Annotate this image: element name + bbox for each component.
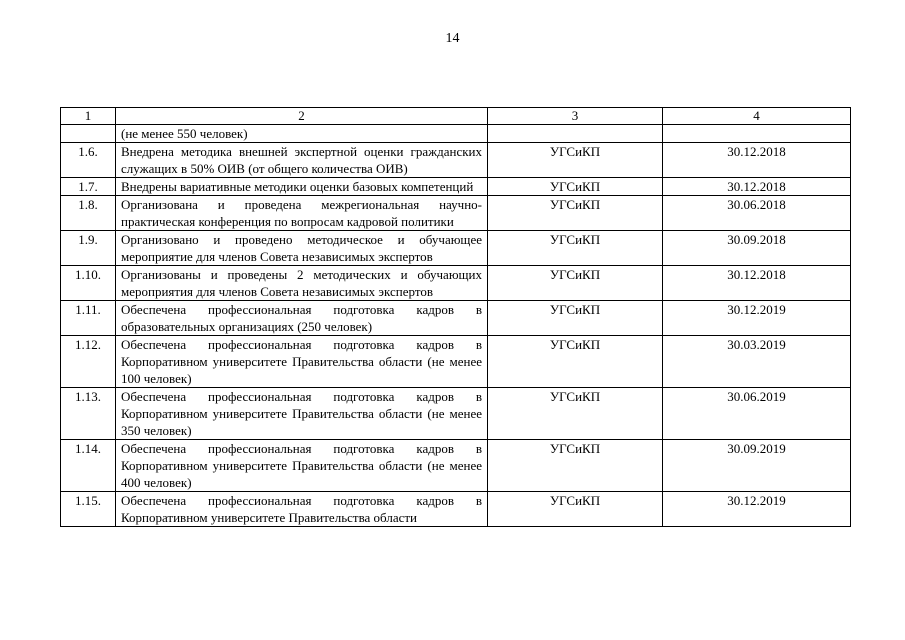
executor-cell: УГСиКП bbox=[488, 301, 663, 336]
executor-cell: УГСиКП bbox=[488, 492, 663, 527]
row-number-cell: 1.7. bbox=[61, 178, 116, 196]
column-header: 2 bbox=[116, 108, 488, 125]
page-number: 14 bbox=[445, 31, 460, 46]
column-header: 3 bbox=[488, 108, 663, 125]
table-row bbox=[61, 388, 851, 440]
measure-name-cell: Обеспечена профессиональная подготовка кадров в Корпоративном университете Правительства области bbox=[116, 492, 488, 527]
measure-name-cell: Организованы и проведены 2 методических и обучающих мероприятия для членов Совета независимых экспертов bbox=[116, 266, 488, 301]
deadline-cell bbox=[663, 125, 851, 143]
table-header-row bbox=[61, 108, 851, 125]
measure-name-cell: Обеспечена профессиональная подготовка кадров в Корпоративном университете Правительства области (не менее 350 человек) bbox=[116, 388, 488, 440]
row-number-cell: 1.12. bbox=[61, 336, 116, 388]
table-row bbox=[61, 266, 851, 301]
measure-name-cell: Организована и проведена межрегиональная научно-практическая конференция по вопросам кадровой политики bbox=[116, 196, 488, 231]
measure-name-cell: Организовано и проведено методическое и обучающее мероприятие для членов Совета независимых экспертов bbox=[116, 231, 488, 266]
table-row bbox=[61, 143, 851, 178]
table-row bbox=[61, 301, 851, 336]
deadline-cell: 30.09.2019 bbox=[663, 440, 851, 492]
row-number-cell: 1.11. bbox=[61, 301, 116, 336]
table-row bbox=[61, 178, 851, 196]
executor-cell: УГСиКП bbox=[488, 440, 663, 492]
measure-name-cell: (не менее 550 человек) bbox=[116, 125, 488, 143]
row-number-cell: 1.10. bbox=[61, 266, 116, 301]
deadline-cell: 30.12.2018 bbox=[663, 143, 851, 178]
table-row bbox=[61, 231, 851, 266]
executor-cell: УГСиКП bbox=[488, 178, 663, 196]
deadline-cell: 30.12.2018 bbox=[663, 178, 851, 196]
executor-cell: УГСиКП bbox=[488, 196, 663, 231]
row-number-cell: 1.6. bbox=[61, 143, 116, 178]
executor-cell: УГСиКП bbox=[488, 388, 663, 440]
deadline-cell: 30.03.2019 bbox=[663, 336, 851, 388]
measure-name-cell: Внедрены вариативные методики оценки базовых компетенций bbox=[116, 178, 488, 196]
executor-cell: УГСиКП bbox=[488, 336, 663, 388]
executor-cell: УГСиКП bbox=[488, 143, 663, 178]
row-number-cell: 1.9. bbox=[61, 231, 116, 266]
deadline-cell: 30.06.2019 bbox=[663, 388, 851, 440]
executor-cell bbox=[488, 125, 663, 143]
measure-name-cell: Внедрена методика внешней экспертной оценки гражданских служащих в 50% ОИВ (от общего количества ОИВ) bbox=[116, 143, 488, 178]
executor-cell: УГСиКП bbox=[488, 266, 663, 301]
row-number-cell: 1.15. bbox=[61, 492, 116, 527]
deadline-cell: 30.06.2018 bbox=[663, 196, 851, 231]
row-number-cell bbox=[61, 125, 116, 143]
table-row bbox=[61, 125, 851, 143]
table-row bbox=[61, 440, 851, 492]
row-number-cell: 1.14. bbox=[61, 440, 116, 492]
deadline-cell: 30.09.2018 bbox=[663, 231, 851, 266]
measure-name-cell: Обеспечена профессиональная подготовка кадров в Корпоративном университете Правительства области (не менее 100 человек) bbox=[116, 336, 488, 388]
measures-table bbox=[60, 107, 851, 527]
table-row bbox=[61, 492, 851, 527]
measure-name-cell: Обеспечена профессиональная подготовка кадров в Корпоративном университете Правительства области (не менее 400 человек) bbox=[116, 440, 488, 492]
deadline-cell: 30.12.2018 bbox=[663, 266, 851, 301]
table-row bbox=[61, 196, 851, 231]
table-row bbox=[61, 336, 851, 388]
row-number-cell: 1.13. bbox=[61, 388, 116, 440]
column-header: 4 bbox=[663, 108, 851, 125]
column-header: 1 bbox=[61, 108, 116, 125]
row-number-cell: 1.8. bbox=[61, 196, 116, 231]
executor-cell: УГСиКП bbox=[488, 231, 663, 266]
measure-name-cell: Обеспечена профессиональная подготовка кадров в образовательных организациях (250 человек) bbox=[116, 301, 488, 336]
deadline-cell: 30.12.2019 bbox=[663, 492, 851, 527]
deadline-cell: 30.12.2019 bbox=[663, 301, 851, 336]
